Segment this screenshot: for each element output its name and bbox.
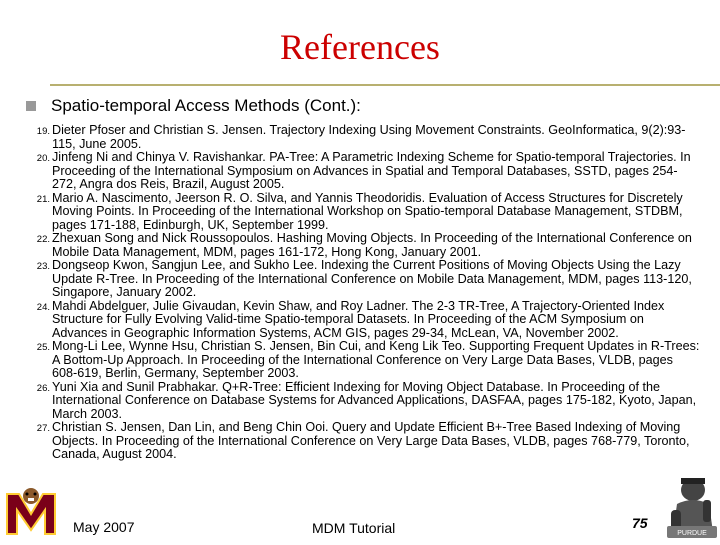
square-bullet-icon xyxy=(26,101,36,111)
reference-text: Dongseop Kwon, Sangjun Lee, and Sukho Lee. Indexing the Current Positions of Moving Objects Using the Lazy Update R-Tree. In Proceeding of the International Conference on Mobile Data Management, MDM, pages 113-120, Singapore, January 2002. xyxy=(52,258,692,299)
reference-item xyxy=(0,124,700,151)
title-divider xyxy=(50,84,720,86)
slide-title: References xyxy=(280,27,440,67)
reference-number: 22. xyxy=(36,234,50,245)
section-heading: Spatio-temporal Access Methods (Cont.): xyxy=(51,96,361,115)
reference-item xyxy=(0,421,700,462)
minnesota-logo-icon xyxy=(1,482,61,539)
reference-item xyxy=(0,381,700,422)
reference-text: Mong-Li Lee, Wynne Hsu, Christian S. Jensen, Bin Cui, and Keng Lik Teo. Supporting Frequent Updates in R-Trees: A Bottom-Up Approach. In Proceeding of the International Conference on Very Large Data Bases, VLDB, pages 608-619, Berlin, Germany, September 2003. xyxy=(52,339,700,380)
reference-number: 27. xyxy=(36,423,50,434)
reference-number: 19. xyxy=(36,126,50,137)
reference-text: Zhexuan Song and Nick Roussopoulos. Hashing Moving Objects. In Proceeding of the International Conference on Mobile Data Management, MDM, pages 161-172, Hong Kong, January 2001. xyxy=(52,231,692,259)
reference-text: Mario A. Nascimento, Jeerson R. O. Silva, and Yannis Theodoridis. Evaluation of Access Structures for Discretely Moving Points. In Proceeding of the International Workshop on Spatio-temporal Database Management, STDBM, pages 171-188, Edinburgh, UK, September 1999. xyxy=(52,190,683,232)
reference-number: 26. xyxy=(36,382,50,394)
reference-text: Mahdi Abdelguer, Julie Givaudan, Kevin Shaw, and Roy Ladner. The 2-3 TR-Tree, A Trajectory-Oriented Index Structure for Fully Evolving Valid-time Spatio-temporal Datasets. In Proceeding of the ACM Symposium on Advances in Geographic Information Systems, ACM GIS, pages 29-34, McLean, VA, November 2002. xyxy=(52,298,665,340)
reference-text: Dieter Pfoser and Christian S. Jensen. Trajectory Indexing Using Movement Constraints. GeoInformatica, 9(2):93-115, June 2005. xyxy=(52,123,686,151)
reference-text: Yuni Xia and Sunil Prabhakar. Q+R-Tree: Efficient Indexing for Moving Object Database. In Proceeding of the International Conference on Database Systems for Advanced Applications, DASFAA, pages 175-182, Kyoto, Japan, March 2003. xyxy=(52,379,697,421)
footer-title: MDM Tutorial xyxy=(312,520,396,536)
reference-list xyxy=(0,124,700,462)
reference-text: Jinfeng Ni and Chinya V. Ravishankar. PA-Tree: A Parametric Indexing Scheme for Spatio-temporal Trajectories. In Proceeding of the International Symposium on Advances in Spatial and Temporal Databases, SSTD, pages 254-272, Angra dos Reis, Brazil, August 2005. xyxy=(52,150,691,191)
reference-item xyxy=(0,340,700,381)
reference-number: 23. xyxy=(36,261,50,272)
reference-number: 20. xyxy=(36,153,50,164)
reference-item xyxy=(0,192,700,233)
footer-date: May 2007 xyxy=(73,519,135,535)
reference-item xyxy=(0,259,700,300)
reference-text: Christian S. Jensen, Dan Lin, and Beng Chin Ooi. Query and Update Efficient B+-Tree Based Indexing of Moving Objects. In Proceeding of the International Conference on Very Large Data Bases, VLDB, pages 768-779, Toronto, Canada, August 2004. xyxy=(52,420,690,461)
reference-item xyxy=(0,232,700,259)
purdue-logo-icon xyxy=(663,470,719,540)
reference-number: 25. xyxy=(36,342,50,353)
reference-number: 24. xyxy=(36,301,50,313)
reference-item xyxy=(0,300,700,341)
reference-item xyxy=(0,151,700,192)
svg-text:PURDUE: PURDUE xyxy=(677,530,707,537)
reference-number: 21. xyxy=(36,193,50,205)
page-number: 75 xyxy=(632,515,648,531)
